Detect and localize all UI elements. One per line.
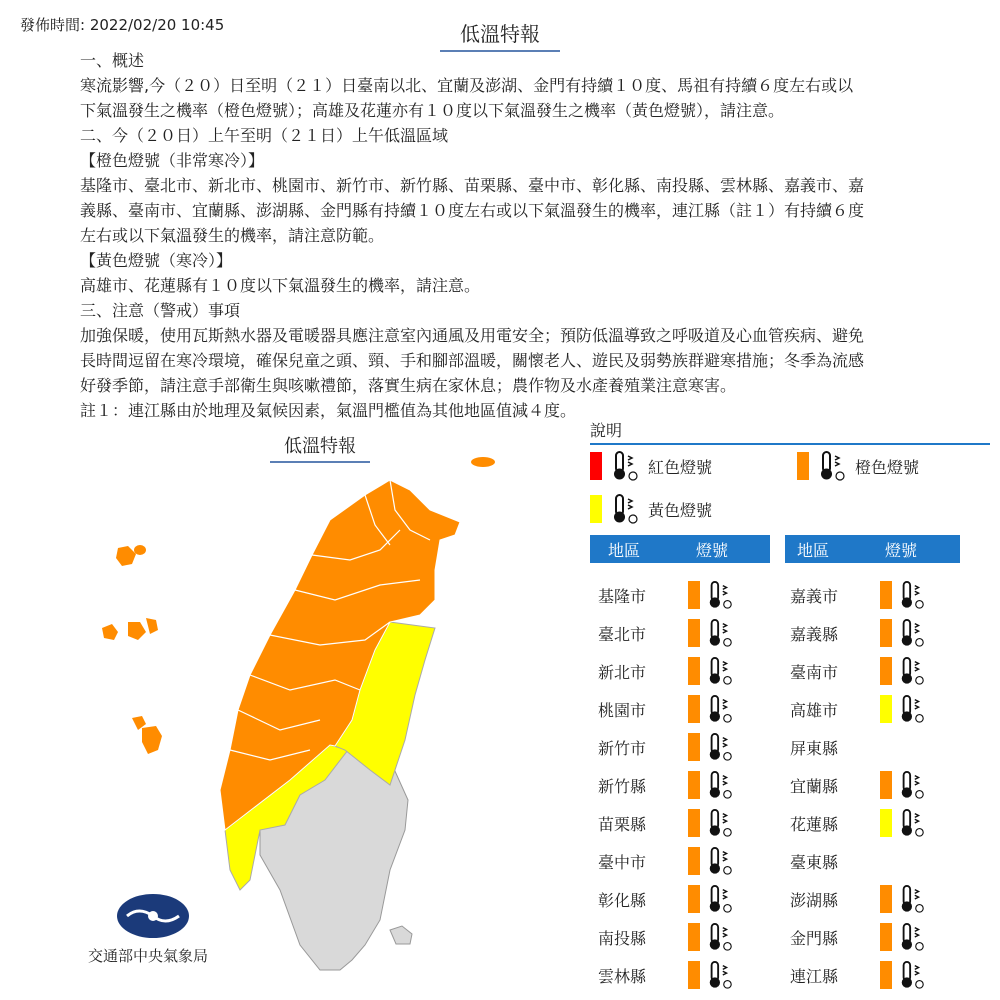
region-name: 南投縣 xyxy=(598,928,647,948)
region-name: 新北市 xyxy=(598,662,647,682)
region-name: 連江縣 xyxy=(790,966,839,986)
table-row xyxy=(782,652,952,690)
region-name: 宜蘭縣 xyxy=(790,776,839,796)
table-row xyxy=(590,842,760,880)
orange-signal-bar xyxy=(688,733,700,761)
table-row xyxy=(782,842,952,880)
thermometer-icon xyxy=(706,579,734,611)
issue-time: 發佈時間: 2022/02/20 10:45 xyxy=(20,16,225,34)
legend-red xyxy=(590,450,712,482)
region-name: 臺東縣 xyxy=(790,852,839,872)
orange-signal-bar xyxy=(688,923,700,951)
orange-signal-bar xyxy=(880,771,892,799)
legend-yellow-label: 黃色燈號 xyxy=(648,500,713,520)
orange-signal-bar xyxy=(688,771,700,799)
table-row xyxy=(782,880,952,918)
orange-signal-bar xyxy=(688,809,700,837)
table-row xyxy=(590,766,760,804)
legend-red-label: 紅色燈號 xyxy=(648,457,713,477)
orange-swatch xyxy=(797,452,809,480)
thermometer-icon xyxy=(898,617,926,649)
table-row xyxy=(590,918,760,956)
legend-orange-label: 橙色燈號 xyxy=(855,457,920,477)
thermometer-icon xyxy=(898,769,926,801)
thermometer-icon xyxy=(610,493,640,525)
page-title: 低溫特報 xyxy=(440,18,560,52)
table-row xyxy=(590,728,760,766)
header-signal: 燈號 xyxy=(696,540,729,560)
orange-signal-bar xyxy=(688,847,700,875)
thermometer-icon xyxy=(898,807,926,839)
table-row xyxy=(590,576,760,614)
bulletin-line: 【橙色燈號（非常寒冷）】 xyxy=(80,151,265,170)
thermometer-icon xyxy=(898,921,926,953)
table-row xyxy=(782,804,952,842)
matsu-island xyxy=(471,457,495,467)
region-name: 彰化縣 xyxy=(598,890,647,910)
table-row xyxy=(782,614,952,652)
orange-signal-bar xyxy=(880,581,892,609)
orange-signal-bar xyxy=(880,657,892,685)
legend-orange xyxy=(797,450,919,482)
orange-signal-bar xyxy=(688,695,700,723)
region-name: 基隆市 xyxy=(598,586,647,606)
thermometer-icon xyxy=(898,959,926,991)
thermometer-icon xyxy=(610,450,640,482)
table-row xyxy=(782,956,952,994)
table-row xyxy=(782,766,952,804)
bulletin-line: 義縣、臺南市、宜蘭縣、澎湖縣、金門縣有持續１０度左右或以下氣溫發生的機率，連江縣（註１）有持續６度 xyxy=(80,201,865,220)
orange-signal-bar xyxy=(688,619,700,647)
table-row xyxy=(782,728,952,766)
legend-yellow xyxy=(590,493,712,525)
penghu-island xyxy=(102,624,118,640)
thermometer-icon xyxy=(898,883,926,915)
header-signal: 燈號 xyxy=(885,540,918,560)
bulletin-line: 註１：連江縣由於地理及氣候因素，氣溫門檻值為其他地區值減４度。 xyxy=(80,401,577,420)
table-row xyxy=(782,576,952,614)
bulletin-line: 加強保暖，使用瓦斯熱水器及電暖器具應注意室內通風及用電安全；預防低溫導致之呼吸道及心血管疾病、避免 xyxy=(80,326,865,345)
thermometer-icon xyxy=(817,450,847,482)
thermometer-icon xyxy=(898,693,926,725)
table-row xyxy=(590,880,760,918)
yellow-signal-bar xyxy=(880,695,892,723)
bulletin-line: 寒流影響,今（２０）日至明（２１）日臺南以北、宜蘭及澎湖、金門有持續１０度、馬祖有持續６度左右或以 xyxy=(80,76,854,95)
thermometer-icon xyxy=(706,921,734,953)
bulletin-line: 左右或以下氣溫發生的機率，請注意防範。 xyxy=(80,226,385,245)
bulletin-line: 二、今（２０日）上午至明（２１日）上午低溫區域 xyxy=(80,126,449,145)
cwb-logo-icon xyxy=(115,892,191,940)
region-name: 雲林縣 xyxy=(598,966,647,986)
table-header-left xyxy=(590,535,770,563)
thermometer-icon xyxy=(706,693,734,725)
orange-signal-bar xyxy=(880,885,892,913)
region-name: 嘉義市 xyxy=(790,586,839,606)
bulletin-line: 【黃色燈號（寒冷）】 xyxy=(80,251,233,270)
table-header-right xyxy=(785,535,960,563)
region-name: 高雄市 xyxy=(790,700,839,720)
table-row xyxy=(590,804,760,842)
header-region: 地區 xyxy=(608,540,641,560)
table-row xyxy=(782,690,952,728)
region-name: 桃園市 xyxy=(598,700,647,720)
thermometer-icon xyxy=(706,655,734,687)
orange-signal-bar xyxy=(880,961,892,989)
region-name: 臺南市 xyxy=(790,662,839,682)
thermometer-icon xyxy=(898,579,926,611)
thermometer-icon xyxy=(706,959,734,991)
thermometer-icon xyxy=(706,845,734,877)
bulletin-line: 好發季節，請注意手部衛生與咳嗽禮節，落實生病在家休息；農作物及水產養殖業注意寒害。 xyxy=(80,376,737,395)
bulletin-line: 下氣溫發生之機率（橙色燈號）；高雄及花蓮亦有１０度以下氣溫發生之機率（黃色燈號），請注意。 xyxy=(80,101,785,120)
region-name: 嘉義縣 xyxy=(790,624,839,644)
thermometer-icon xyxy=(706,731,734,763)
map-title: 低溫特報 xyxy=(270,432,370,463)
bulletin-line: 一、概述 xyxy=(80,51,145,70)
orange-signal-bar xyxy=(688,657,700,685)
bulletin-line: 高雄市、花蓮縣有１０度以下氣溫發生的機率，請注意。 xyxy=(80,276,481,295)
bulletin-line: 三、注意（警戒）事項 xyxy=(80,301,241,320)
table-row xyxy=(782,918,952,956)
thermometer-icon xyxy=(706,883,734,915)
kinmen-island xyxy=(116,546,136,566)
region-name: 花蓮縣 xyxy=(790,814,839,834)
table-row xyxy=(590,614,760,652)
bulletin-text xyxy=(80,48,930,423)
region-name: 新竹市 xyxy=(598,738,647,758)
orange-signal-bar xyxy=(880,619,892,647)
region-name: 臺中市 xyxy=(598,852,647,872)
orange-signal-bar xyxy=(880,923,892,951)
thermometer-icon xyxy=(706,807,734,839)
orange-signal-bar xyxy=(688,581,700,609)
region-name: 金門縣 xyxy=(790,928,839,948)
thermometer-icon xyxy=(898,655,926,687)
table-row xyxy=(590,956,760,994)
region-name: 新竹縣 xyxy=(598,776,647,796)
bulletin-line: 基隆市、臺北市、新北市、桃園市、新竹市、新竹縣、苗栗縣、臺中市、彰化縣、南投縣、雲林縣、嘉義市、嘉 xyxy=(80,176,865,195)
legend-title: 說明 xyxy=(590,418,990,445)
yellow-signal-bar xyxy=(880,809,892,837)
orange-signal-bar xyxy=(688,885,700,913)
thermometer-icon xyxy=(706,617,734,649)
region-name: 屏東縣 xyxy=(790,738,839,758)
red-swatch xyxy=(590,452,602,480)
agency-name: 交通部中央氣象局 xyxy=(88,947,209,965)
table-row xyxy=(590,652,760,690)
header-region: 地區 xyxy=(797,540,830,560)
region-name: 苗栗縣 xyxy=(598,814,647,834)
orange-signal-bar xyxy=(688,961,700,989)
region-name: 澎湖縣 xyxy=(790,890,839,910)
region-name: 臺北市 xyxy=(598,624,647,644)
thermometer-icon xyxy=(706,769,734,801)
table-row xyxy=(590,690,760,728)
yellow-swatch xyxy=(590,495,602,523)
bulletin-line: 長時間逗留在寒冷環境，確保兒童之頭、頸、手和腳部溫暖，關懷老人、遊民及弱勢族群避寒措施；冬季為流感 xyxy=(80,351,865,370)
